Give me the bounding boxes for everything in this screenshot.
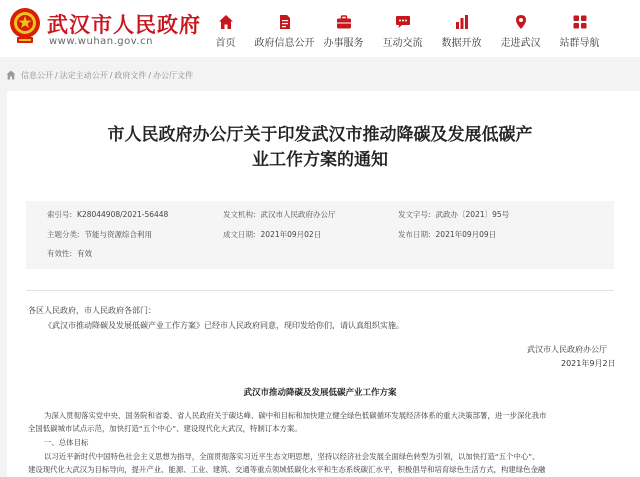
grid-icon bbox=[572, 14, 588, 30]
meta-value: 武政办〔2021〕95号 bbox=[435, 209, 510, 219]
national-emblem-icon[interactable] bbox=[8, 6, 42, 46]
paragraph-line: 全国低碳城市试点示范，加快打造“五个中心”、建设现代化大武汉，特制订本方案。 bbox=[28, 424, 302, 433]
signer: 武汉市人民政府办公厅 bbox=[527, 345, 607, 354]
page-title bbox=[0, 123, 640, 173]
meta-topic bbox=[47, 227, 152, 241]
bar-chart-icon bbox=[454, 14, 470, 30]
meta-key: 发文机构: bbox=[223, 209, 256, 219]
nav-label: 互动交流 bbox=[382, 38, 423, 49]
meta-value: 节能与资源综合利用 bbox=[84, 229, 153, 239]
nav-item-interaction[interactable] bbox=[373, 0, 432, 57]
meta-value: 2021年09月09日 bbox=[435, 229, 497, 239]
sign-date: 2021年9月2日 bbox=[561, 359, 616, 368]
meta-key: 成文日期: bbox=[223, 229, 256, 239]
breadcrumb-statutory[interactable]: 法定主动公开 bbox=[59, 70, 108, 80]
meta-published bbox=[398, 227, 496, 241]
nav-item-about-wuhan[interactable] bbox=[491, 0, 550, 57]
meta-row bbox=[26, 246, 614, 260]
meta-issuer bbox=[223, 207, 336, 221]
document-icon bbox=[277, 14, 293, 30]
breadcrumb-separator: / bbox=[109, 70, 113, 80]
briefcase-icon bbox=[336, 14, 352, 30]
meta-row bbox=[26, 207, 614, 221]
breadcrumb-separator: / bbox=[55, 70, 58, 80]
document-metadata bbox=[26, 201, 614, 269]
meta-value: 武汉市人民政府办公厅 bbox=[260, 209, 336, 219]
map-pin-icon bbox=[513, 14, 529, 30]
nav-label: 站群导航 bbox=[559, 38, 600, 49]
paragraph-line: 以习近平新时代中国特色社会主义思想为指导，全面贯彻落实习近平生态文明思想，坚持以经济社会发展全面绿色转型为引领，以加快打造“五个中心”、 bbox=[44, 452, 540, 461]
meta-key: 发布日期: bbox=[398, 229, 431, 239]
plan-title: 武汉市推动降碳及发展低碳产业工作方案 bbox=[243, 388, 397, 398]
paragraph-line: 建设现代化大武汉为目标导向，提升产业、能源、工业、建筑、交通等重点领域低碳化水平和生态系统碳汇水平，积极倡导和培育绿色生活方式，构建绿色金融 bbox=[28, 465, 546, 474]
meta-key: 有效性: bbox=[47, 248, 73, 258]
section-heading: 一、总体目标 bbox=[44, 438, 89, 447]
nav-label: 走进武汉 bbox=[500, 38, 541, 49]
meta-index-no bbox=[47, 207, 168, 221]
divider bbox=[26, 290, 614, 291]
title-line: 业工作方案的通知 bbox=[252, 150, 388, 170]
meta-value: 有效 bbox=[77, 248, 93, 258]
salutation: 各区人民政府，市人民政府各部门： bbox=[28, 306, 156, 315]
nav-item-services[interactable] bbox=[314, 0, 373, 57]
meta-key: 发文字号: bbox=[398, 209, 431, 219]
main-nav bbox=[196, 0, 609, 57]
site-name[interactable]: 武汉市人民政府 bbox=[47, 13, 201, 37]
nav-label: 首页 bbox=[215, 38, 236, 49]
nav-label: 办事服务 bbox=[323, 38, 364, 49]
meta-row bbox=[26, 227, 614, 241]
nav-label: 数据开放 bbox=[441, 38, 482, 49]
home-icon bbox=[218, 14, 234, 30]
chat-icon bbox=[395, 14, 411, 30]
meta-validity bbox=[47, 246, 92, 260]
nav-label: 政府信息公开 bbox=[254, 38, 315, 49]
nav-item-open-data[interactable] bbox=[432, 0, 491, 57]
breadcrumb-home-icon[interactable] bbox=[6, 70, 16, 80]
site-header bbox=[0, 0, 640, 57]
nav-item-gov-info[interactable] bbox=[255, 0, 314, 57]
breadcrumb-info-public[interactable]: 信息公开 bbox=[21, 70, 53, 80]
breadcrumb bbox=[0, 65, 640, 85]
paragraph-line: 为深入贯彻落实党中央、国务院和省委、省人民政府关于碳达峰、碳中和目标和加快建立健全绿色低碳循环发展经济体系的重大决策部署，进一步深化我市 bbox=[44, 411, 547, 420]
title-line: 市人民政府办公厅关于印发武汉市推动降碳及发展低碳产 bbox=[107, 125, 533, 145]
meta-value: 2021年09月02日 bbox=[260, 229, 322, 239]
site-url: www.wuhan.gov.cn bbox=[49, 36, 153, 47]
meta-doc-no bbox=[398, 207, 509, 221]
meta-created bbox=[223, 227, 321, 241]
intro-paragraph: 《武汉市推动降碳及发展低碳产业工作方案》已经市人民政府同意，现印发给你们，请认真组织实施。 bbox=[44, 321, 404, 330]
nav-item-site-group[interactable] bbox=[550, 0, 609, 57]
meta-key: 索引号: bbox=[47, 209, 73, 219]
nav-item-home[interactable] bbox=[196, 0, 255, 57]
meta-value: K28044908/2021-56448 bbox=[77, 209, 169, 219]
breadcrumb-separator: / bbox=[148, 70, 152, 80]
breadcrumb-gov-docs[interactable]: 政府文件 bbox=[114, 70, 147, 80]
meta-key: 主题分类: bbox=[47, 229, 80, 239]
breadcrumb-office-docs[interactable]: 办公厅文件 bbox=[153, 70, 194, 80]
